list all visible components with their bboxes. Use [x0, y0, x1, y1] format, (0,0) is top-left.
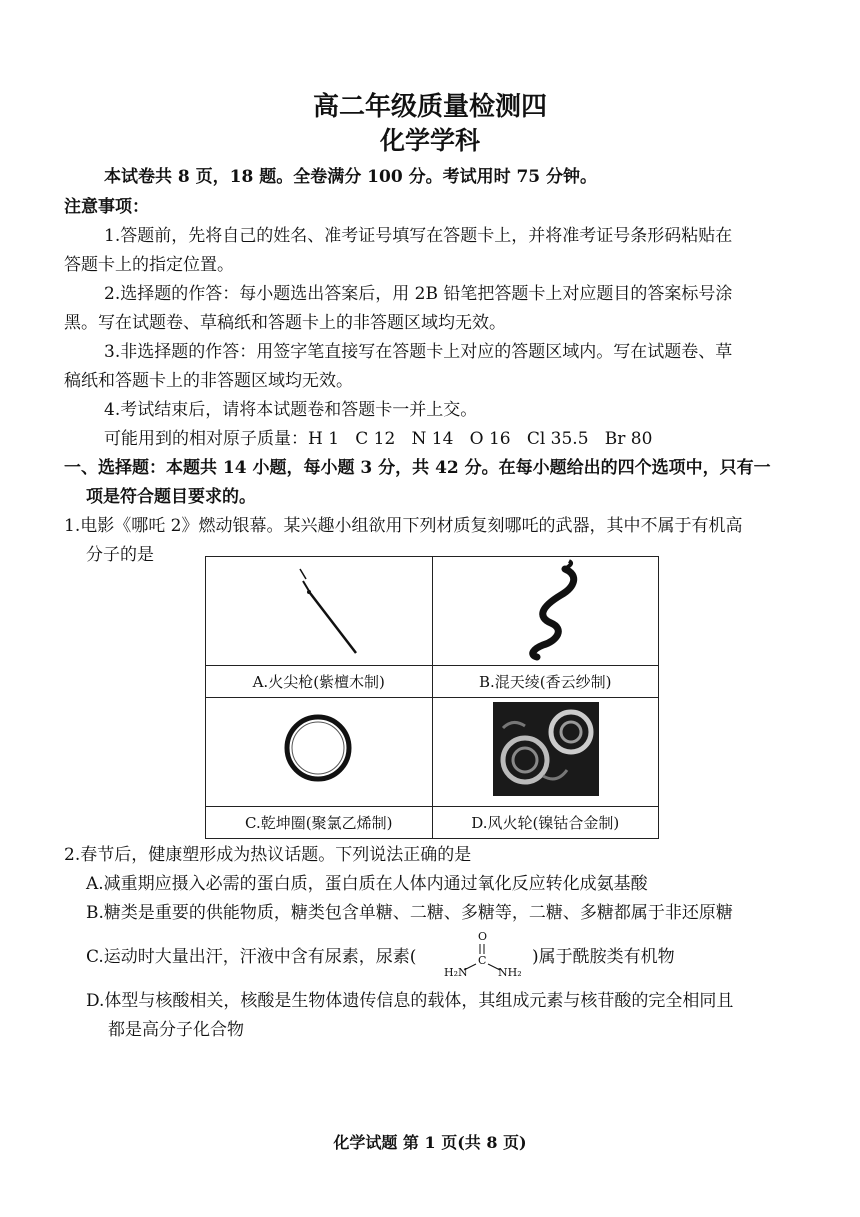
urea-carbon: C: [478, 954, 487, 967]
note-2-line-1: 2.选择题的作答：每小题选出答案后，用 2B 铅笔把答题卡上对应题目的答案标号涂: [104, 284, 733, 304]
q1-options-table: [205, 556, 659, 839]
urea-amine-right: NH₂: [498, 966, 522, 979]
note-2-line-2: 黑。写在试题卷、草稿纸和答题卡上的非答题区域均无效。: [64, 313, 506, 333]
spear-icon: [206, 557, 432, 661]
q2-option-c-pre: C.运动时大量出汗，汗液中含有尿素，尿素(: [86, 947, 417, 967]
note-3-line-2: 稿纸和答题卡上的非答题区域均无效。: [64, 371, 353, 391]
notes-heading: 注意事项：: [64, 197, 149, 217]
atomic-masses: 可能用到的相对原子质量：H 1 C 12 N 14 O 16 Cl 35.5 Br 80: [104, 429, 653, 449]
option-a-image-cell: [206, 557, 433, 666]
q2-option-d-line-2: 都是高分子化合物: [108, 1020, 244, 1040]
option-b-label: B.混天绫(香云纱制): [432, 666, 659, 698]
ring-icon: [206, 698, 432, 802]
option-d-image-cell: [432, 698, 659, 807]
section-1-heading-line-1: 一、选择题：本题共 14 小题，每小题 3 分，共 42 分。在每小题给出的四个选项中，只有一: [64, 458, 771, 478]
q2-option-c-post: )属于酰胺类有机物: [532, 947, 675, 967]
q2-stem: 2.春节后，健康塑形成为热议话题。下列说法正确的是: [64, 845, 472, 865]
silk-ribbon-icon: [433, 557, 659, 661]
option-b-image-cell: [432, 557, 659, 666]
note-3-line-1: 3.非选择题的作答：用签字笔直接写在答题卡上对应的答题区域内。写在试题卷、草: [104, 342, 733, 362]
note-4: 4.考试结束后，请将本试题卷和答题卡一并上交。: [104, 400, 478, 420]
q2-option-b: B.糖类是重要的供能物质，糖类包含单糖、二糖、多糖等，二糖、多糖都属于非还原糖: [86, 903, 733, 923]
note-1-line-1: 1.答题前，先将自己的姓名、准考证号填写在答题卡上，并将准考证号条形码粘贴在: [104, 226, 733, 246]
exam-intro: 本试卷共 8 页，18 题。全卷满分 100 分。考试用时 75 分钟。: [104, 167, 598, 187]
page-footer: 化学试题 第 1 页(共 8 页): [333, 1133, 527, 1152]
q1-stem-line-2: 分子的是: [86, 545, 154, 565]
section-1-heading-line-2: 项是符合题目要求的。: [86, 487, 256, 507]
urea-oxygen: O: [478, 930, 488, 943]
note-1-line-2: 答题卡上的指定位置。: [64, 255, 234, 275]
q2-option-a: A.减重期应摄入必需的蛋白质，蛋白质在人体内通过氧化反应转化成氨基酸: [86, 874, 648, 894]
urea-structure: [440, 930, 532, 980]
option-c-label: C.乾坤圈(聚氯乙烯制): [206, 807, 433, 839]
option-d-label: D.风火轮(镍钴合金制): [432, 807, 659, 839]
q1-stem-line-1: 1.电影《哪吒 2》燃动银幕。某兴趣小组欲用下列材质复刻哪吒的武器，其中不属于有机高: [64, 516, 743, 536]
option-a-label: A.火尖枪(紫檀木制): [206, 666, 433, 698]
wind-fire-wheels-icon: [433, 698, 659, 802]
subject-title: 化学学科: [379, 126, 480, 155]
q2-option-d-line-1: D.体型与核酸相关，核酸是生物体遗传信息的载体，其组成元素与核苷酸的完全相同且: [86, 991, 734, 1011]
urea-amine-left: H₂N: [444, 966, 468, 979]
option-c-image-cell: [206, 698, 433, 807]
exam-title: 高二年级质量检测四: [312, 92, 547, 122]
